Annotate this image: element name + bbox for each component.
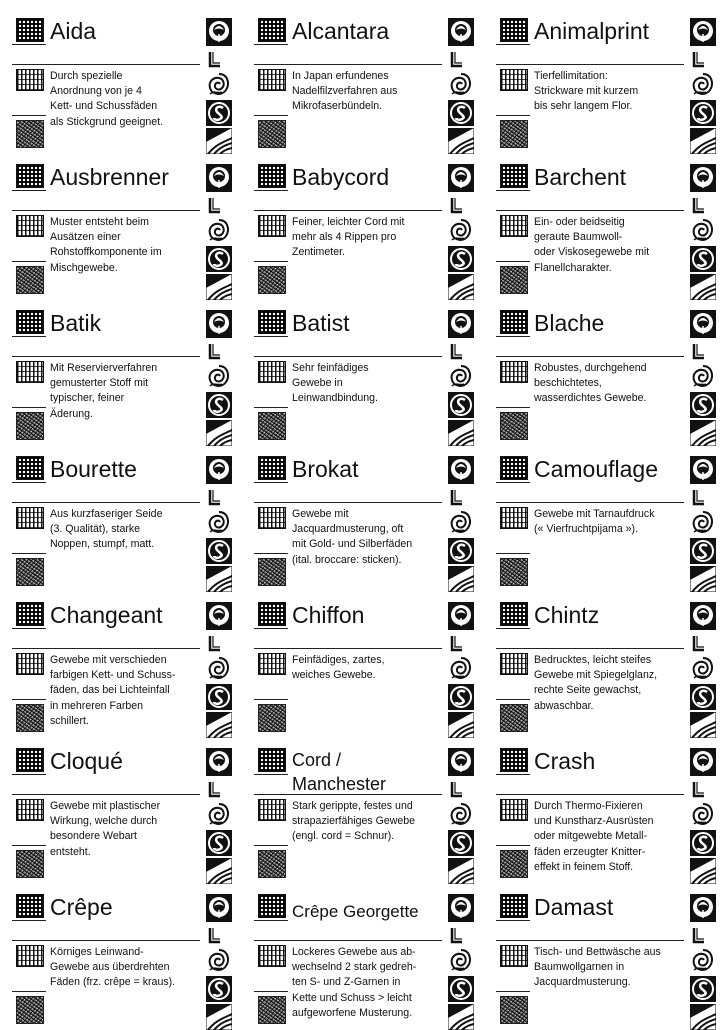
cotton-icon <box>690 602 716 630</box>
fabric-description: Gewebe mit verschieden farbigen Kett- und Schuss- fäden, das bei Lichteinfall in mehreren Farben schillert. <box>50 654 176 727</box>
divider <box>496 991 530 992</box>
synthetic-fiber-icon <box>206 712 232 738</box>
wool-icon <box>448 802 474 828</box>
knit-swatch <box>500 653 528 675</box>
knit-swatch <box>500 945 528 967</box>
divider <box>12 261 46 262</box>
cotton-icon <box>690 18 716 46</box>
fabric-title: Ausbrenner <box>50 164 169 190</box>
felt-swatch <box>16 412 44 440</box>
felt-swatch <box>500 558 528 586</box>
fabric-title: Changeant <box>50 602 163 628</box>
knit-swatch <box>16 69 44 91</box>
divider <box>496 482 530 483</box>
felt-swatch <box>16 120 44 148</box>
wool-icon <box>206 948 232 974</box>
fabric-card <box>10 160 240 300</box>
synthetic-fiber-icon <box>206 858 232 884</box>
fabric-title: Chintz <box>534 602 600 628</box>
title-underline <box>496 794 684 795</box>
silk-icon <box>206 392 232 418</box>
flax-icon <box>692 928 706 946</box>
fabric-card <box>494 306 724 446</box>
fabric-card <box>10 890 240 1030</box>
fabric-card <box>252 598 482 738</box>
synthetic-fiber-icon <box>206 420 232 446</box>
wool-icon <box>690 218 716 244</box>
divider <box>254 190 288 191</box>
woven-swatch <box>500 894 528 918</box>
flax-icon <box>450 782 464 800</box>
synthetic-fiber-icon <box>206 566 232 592</box>
felt-swatch <box>258 266 286 294</box>
flax-icon <box>692 198 706 216</box>
fabric-card <box>494 452 724 592</box>
felt-swatch <box>500 850 528 878</box>
title-underline <box>12 210 200 211</box>
synthetic-fiber-icon <box>448 1004 474 1030</box>
felt-swatch <box>258 850 286 878</box>
fabric-description: Durch spezielle Anordnung von je 4 Kett- und Schussfäden als Stickgrund geeignet. <box>50 70 164 128</box>
wool-icon <box>690 72 716 98</box>
fabric-description: Feinfädiges, zartes, weiches Gewebe. <box>292 654 385 682</box>
silk-icon <box>448 684 474 710</box>
felt-swatch <box>500 412 528 440</box>
synthetic-fiber-icon <box>206 128 232 154</box>
fabric-title: Alcantara <box>292 18 390 44</box>
wool-icon <box>690 802 716 828</box>
cotton-icon <box>690 894 716 922</box>
title-underline <box>254 64 442 65</box>
silk-icon <box>448 100 474 126</box>
silk-icon <box>206 538 232 564</box>
flax-icon <box>208 52 222 70</box>
fabric-card <box>252 890 482 1030</box>
fabric-title: Camouflage <box>534 456 659 482</box>
silk-icon <box>448 392 474 418</box>
flax-icon <box>692 636 706 654</box>
flax-icon <box>450 344 464 362</box>
fabric-title: Batist <box>292 310 350 336</box>
divider <box>12 845 46 846</box>
flax-icon <box>450 928 464 946</box>
title-underline <box>496 64 684 65</box>
silk-icon <box>690 976 716 1002</box>
wool-icon <box>448 218 474 244</box>
fabric-card <box>252 14 482 154</box>
flax-icon <box>450 490 464 508</box>
title-underline <box>12 648 200 649</box>
fabric-description: Körniges Leinwand- Gewebe aus überdrehten Fäden (frz. crêpe = kraus). <box>50 946 176 989</box>
cotton-icon <box>206 456 232 484</box>
cotton-icon <box>448 602 474 630</box>
woven-swatch <box>16 602 44 626</box>
divider <box>12 553 46 554</box>
divider <box>496 699 530 700</box>
fabric-description: Gewebe mit plastischer Wirkung, welche durch besondere Webart entsteht. <box>50 800 161 858</box>
woven-swatch <box>16 164 44 188</box>
divider <box>12 190 46 191</box>
woven-swatch <box>258 310 286 334</box>
synthetic-fiber-icon <box>690 566 716 592</box>
fabric-description: Durch Thermo-Fixieren und Kunstharz-Ausrüsten oder mitgewebte Metall- fäden erzeugter Knitter- effekt in feinem Stoff. <box>534 800 654 873</box>
wool-icon <box>448 72 474 98</box>
flax-icon <box>692 52 706 70</box>
fabric-title: Barchent <box>534 164 627 190</box>
felt-swatch <box>258 412 286 440</box>
cotton-icon <box>206 164 232 192</box>
title-underline <box>12 940 200 941</box>
divider <box>12 920 46 921</box>
knit-swatch <box>16 653 44 675</box>
silk-icon <box>690 392 716 418</box>
divider <box>12 44 46 45</box>
fabric-title: Brokat <box>292 456 359 482</box>
divider <box>254 920 288 921</box>
divider <box>254 261 288 262</box>
divider <box>254 482 288 483</box>
fabric-title: Cloqué <box>50 748 123 774</box>
title-underline <box>12 356 200 357</box>
divider <box>12 628 46 629</box>
flax-icon <box>450 198 464 216</box>
flax-icon <box>450 636 464 654</box>
title-underline <box>496 940 684 941</box>
fabric-card <box>252 744 482 884</box>
divider <box>254 407 288 408</box>
synthetic-fiber-icon <box>690 1004 716 1030</box>
fabric-description: Feiner, leichter Cord mit mehr als 4 Rippen pro Zentimeter. <box>292 216 405 259</box>
fabric-description: Ein- oder beidseitig geraute Baumwoll- oder Viskosegewebe mit Flanellcharakter. <box>534 216 650 274</box>
woven-swatch <box>500 18 528 42</box>
flax-icon <box>208 198 222 216</box>
wool-icon <box>206 218 232 244</box>
woven-swatch <box>258 748 286 772</box>
knit-swatch <box>258 507 286 529</box>
divider <box>496 774 530 775</box>
fabric-description: Tisch- und Bettwäsche aus Baumwollgarnen in Jacquardmusterung. <box>534 946 661 989</box>
divider <box>12 699 46 700</box>
fabric-description: Muster entsteht beim Ausätzen einer Rohstoffkomponente im Mischgewebe. <box>50 216 162 274</box>
divider <box>12 991 46 992</box>
title-underline <box>12 64 200 65</box>
felt-swatch <box>16 850 44 878</box>
cotton-icon <box>448 18 474 46</box>
knit-swatch <box>500 361 528 383</box>
title-underline <box>496 648 684 649</box>
flax-icon <box>208 928 222 946</box>
divider <box>496 190 530 191</box>
felt-swatch <box>16 704 44 732</box>
fabric-card <box>252 452 482 592</box>
divider <box>496 920 530 921</box>
fabric-card <box>10 452 240 592</box>
knit-swatch <box>500 69 528 91</box>
flax-icon <box>208 782 222 800</box>
felt-swatch <box>500 120 528 148</box>
wool-icon <box>206 364 232 390</box>
fabric-description: Bedrucktes, leicht steifes Gewebe mit Spiegelglanz, rechte Seite gewachst, abwaschbar. <box>534 654 658 712</box>
divider <box>496 845 530 846</box>
cotton-icon <box>690 456 716 484</box>
woven-swatch <box>258 894 286 918</box>
fabric-description: Sehr feinfädiges Gewebe in Leinwandbindung. <box>292 362 379 405</box>
woven-swatch <box>258 602 286 626</box>
synthetic-fiber-icon <box>448 128 474 154</box>
title-underline <box>254 794 442 795</box>
flax-icon <box>208 636 222 654</box>
felt-swatch <box>258 996 286 1024</box>
synthetic-fiber-icon <box>206 1004 232 1030</box>
fabric-description: Aus kurzfaseriger Seide (3. Qualität), starke Noppen, stumpf, matt. <box>50 508 163 551</box>
silk-icon <box>690 684 716 710</box>
fabric-title: Animalprint <box>534 18 650 44</box>
divider <box>12 482 46 483</box>
wool-icon <box>206 510 232 536</box>
title-underline <box>254 210 442 211</box>
divider <box>12 115 46 116</box>
cotton-icon <box>690 310 716 338</box>
fabric-description: Tierfellimitation: Strickware mit kurzem bis sehr langem Flor. <box>534 70 639 113</box>
fabric-card <box>494 744 724 884</box>
knit-swatch <box>258 69 286 91</box>
flax-icon <box>692 490 706 508</box>
fabric-card <box>494 14 724 154</box>
knit-swatch <box>16 945 44 967</box>
wool-icon <box>448 656 474 682</box>
divider <box>496 553 530 554</box>
synthetic-fiber-icon <box>690 420 716 446</box>
fabric-title: Chiffon <box>292 602 365 628</box>
wool-icon <box>206 656 232 682</box>
fabric-title: Cord / Manchester <box>292 750 387 794</box>
title-underline <box>12 502 200 503</box>
synthetic-fiber-icon <box>448 712 474 738</box>
cotton-icon <box>448 748 474 776</box>
knit-swatch <box>16 507 44 529</box>
cotton-icon <box>690 164 716 192</box>
wool-icon <box>690 364 716 390</box>
fabric-title: Batik <box>50 310 102 336</box>
fabric-description: Robustes, durchgehend beschichtetes, wasserdichtes Gewebe. <box>534 362 647 405</box>
fabric-title: Bourette <box>50 456 137 482</box>
silk-icon <box>206 684 232 710</box>
wool-icon <box>690 656 716 682</box>
knit-swatch <box>500 215 528 237</box>
woven-swatch <box>16 18 44 42</box>
cotton-icon <box>206 894 232 922</box>
wool-icon <box>690 948 716 974</box>
knit-swatch <box>500 507 528 529</box>
cotton-icon <box>206 748 232 776</box>
divider <box>496 44 530 45</box>
title-underline <box>254 648 442 649</box>
silk-icon <box>690 830 716 856</box>
woven-swatch <box>16 748 44 772</box>
title-underline <box>496 502 684 503</box>
knit-swatch <box>258 945 286 967</box>
cotton-icon <box>690 748 716 776</box>
divider <box>254 336 288 337</box>
flax-icon <box>450 52 464 70</box>
silk-icon <box>448 246 474 272</box>
synthetic-fiber-icon <box>690 274 716 300</box>
felt-swatch <box>500 704 528 732</box>
fabric-description: Gewebe mit Tarnaufdruck (« Vierfruchtpijama »). <box>534 508 655 536</box>
title-underline <box>254 502 442 503</box>
fabric-card <box>10 744 240 884</box>
divider <box>254 699 288 700</box>
flax-icon <box>208 344 222 362</box>
knit-swatch <box>500 799 528 821</box>
flax-icon <box>208 490 222 508</box>
title-underline <box>254 356 442 357</box>
fabric-card <box>494 160 724 300</box>
fabric-card <box>252 160 482 300</box>
wool-icon <box>206 72 232 98</box>
title-underline <box>254 940 442 941</box>
divider <box>254 991 288 992</box>
divider <box>496 115 530 116</box>
divider <box>254 553 288 554</box>
silk-icon <box>690 100 716 126</box>
divider <box>496 336 530 337</box>
cotton-icon <box>206 310 232 338</box>
woven-swatch <box>16 310 44 334</box>
fabric-card <box>10 598 240 738</box>
knit-swatch <box>16 799 44 821</box>
woven-swatch <box>258 164 286 188</box>
fabric-title: Blache <box>534 310 605 336</box>
woven-swatch <box>500 748 528 772</box>
woven-swatch <box>500 310 528 334</box>
wool-icon <box>448 510 474 536</box>
flax-icon <box>692 344 706 362</box>
divider <box>496 407 530 408</box>
wool-icon <box>206 802 232 828</box>
synthetic-fiber-icon <box>448 858 474 884</box>
felt-swatch <box>500 996 528 1024</box>
synthetic-fiber-icon <box>448 420 474 446</box>
title-underline <box>496 210 684 211</box>
fabric-title: Crêpe <box>50 894 113 920</box>
felt-swatch <box>16 266 44 294</box>
knit-swatch <box>258 361 286 383</box>
fabric-card <box>10 14 240 154</box>
silk-icon <box>448 830 474 856</box>
fabric-card <box>10 306 240 446</box>
divider <box>254 628 288 629</box>
woven-swatch <box>500 164 528 188</box>
fabric-description: In Japan erfundenes Nadelfilzverfahren aus Mikrofaserbündeln. <box>292 70 398 113</box>
silk-icon <box>206 100 232 126</box>
silk-icon <box>690 246 716 272</box>
fabric-card <box>494 598 724 738</box>
silk-icon <box>448 538 474 564</box>
fabric-title: Babycord <box>292 164 390 190</box>
felt-swatch <box>16 558 44 586</box>
woven-swatch <box>258 456 286 480</box>
cotton-icon <box>448 310 474 338</box>
silk-icon <box>448 976 474 1002</box>
felt-swatch <box>258 704 286 732</box>
wool-icon <box>448 948 474 974</box>
divider <box>254 115 288 116</box>
silk-icon <box>206 830 232 856</box>
divider <box>12 407 46 408</box>
woven-swatch <box>16 456 44 480</box>
knit-swatch <box>16 215 44 237</box>
title-underline <box>496 356 684 357</box>
fabric-description: Mit Reservierverfahren gemusterter Stoff mit typischer, feiner Äderung. <box>50 362 158 420</box>
fabric-title: Aida <box>50 18 97 44</box>
fabric-title: Damast <box>534 894 614 920</box>
fabric-description: Lockeres Gewebe aus ab- wechselnd 2 stark gedreh- ten S- und Z-Garnen in Kette und Schuss > leicht aufgeworfene Musterung. <box>292 946 417 1019</box>
silk-icon <box>690 538 716 564</box>
cotton-icon <box>448 894 474 922</box>
synthetic-fiber-icon <box>690 858 716 884</box>
divider <box>496 261 530 262</box>
knit-swatch <box>16 361 44 383</box>
divider <box>254 845 288 846</box>
cotton-icon <box>206 602 232 630</box>
synthetic-fiber-icon <box>690 712 716 738</box>
felt-swatch <box>16 996 44 1024</box>
fabric-card <box>494 890 724 1030</box>
fabric-title: Crêpe Georgette <box>292 902 419 921</box>
title-underline <box>12 794 200 795</box>
woven-swatch <box>16 894 44 918</box>
knit-swatch <box>258 799 286 821</box>
cotton-icon <box>206 18 232 46</box>
cotton-icon <box>448 456 474 484</box>
fabric-card <box>252 306 482 446</box>
felt-swatch <box>258 558 286 586</box>
synthetic-fiber-icon <box>448 566 474 592</box>
divider <box>496 628 530 629</box>
synthetic-fiber-icon <box>206 274 232 300</box>
cotton-icon <box>448 164 474 192</box>
fabric-title: Crash <box>534 748 596 774</box>
synthetic-fiber-icon <box>690 128 716 154</box>
wool-icon <box>690 510 716 536</box>
fabric-description: Gewebe mit Jacquardmusterung, oft mit Gold- und Silberfäden (ital. broccare: sticken). <box>292 508 413 566</box>
wool-icon <box>448 364 474 390</box>
knit-swatch <box>258 215 286 237</box>
synthetic-fiber-icon <box>448 274 474 300</box>
divider <box>12 774 46 775</box>
fabric-description: Stark gerippte, festes und strapazierfähiges Gewebe (engl. cord = Schnur). <box>292 800 416 843</box>
divider <box>12 336 46 337</box>
woven-swatch <box>500 602 528 626</box>
divider <box>254 774 288 775</box>
woven-swatch <box>500 456 528 480</box>
knit-swatch <box>258 653 286 675</box>
felt-swatch <box>258 120 286 148</box>
silk-icon <box>206 246 232 272</box>
woven-swatch <box>258 18 286 42</box>
flax-icon <box>692 782 706 800</box>
felt-swatch <box>500 266 528 294</box>
divider <box>254 44 288 45</box>
silk-icon <box>206 976 232 1002</box>
